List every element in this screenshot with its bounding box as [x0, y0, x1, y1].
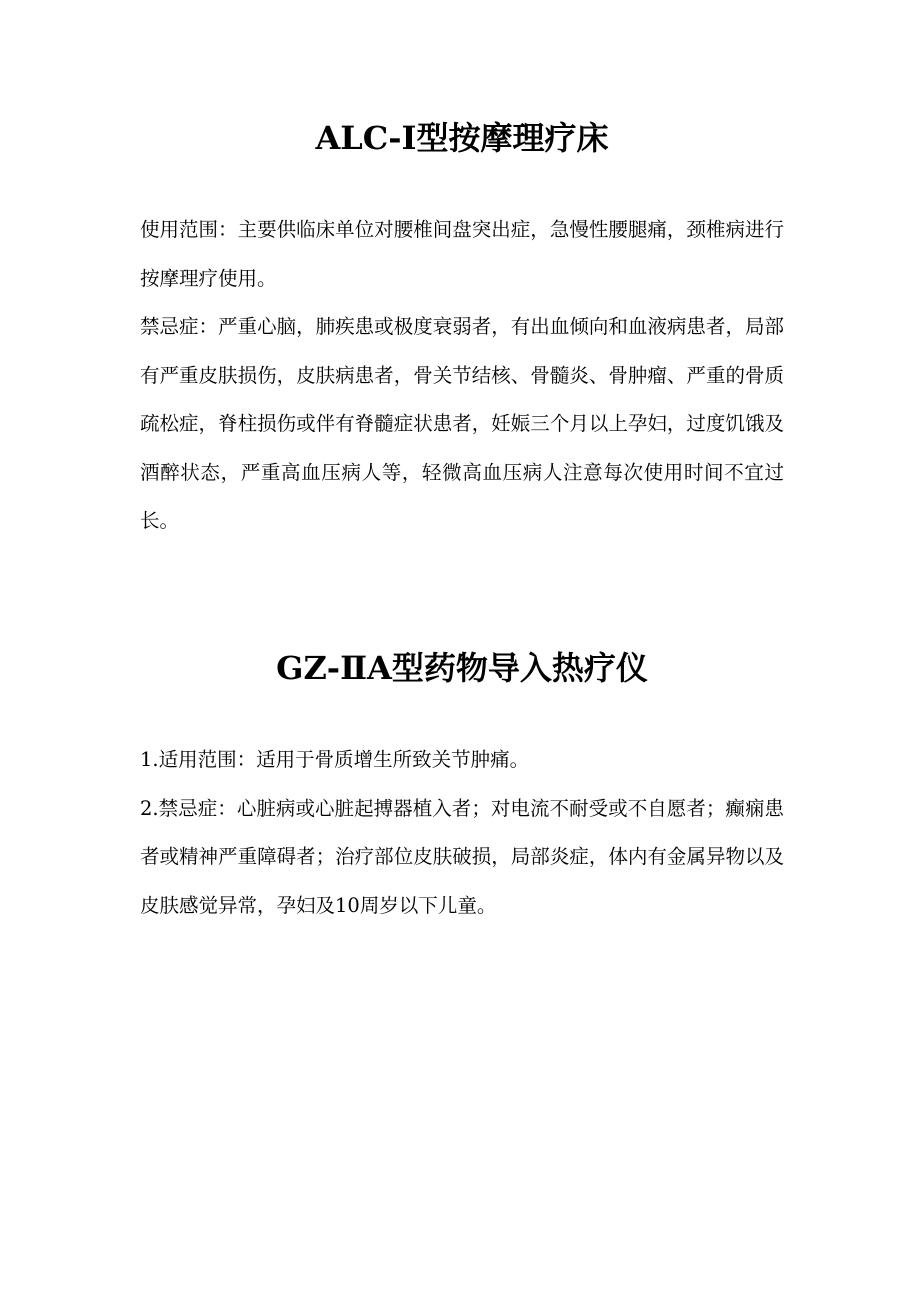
- section-title: GZ-ⅡA型药物导入热疗仪: [276, 649, 648, 687]
- usage-scope-paragraph: 1.适用范围：适用于骨质增生所致关节肿痛。: [140, 748, 530, 771]
- section-massage-bed: [140, 110, 784, 546]
- section-title: ALC-Ⅰ型按摩理疗床: [315, 119, 609, 157]
- section-heat-therapy-device: [140, 640, 784, 930]
- usage-scope-paragraph: 使用范围：主要供临床单位对腰椎间盘突出症，急慢性腰腿痛，颈椎病进行按摩理疗使用。: [140, 218, 784, 290]
- contraindications-paragraph: 禁忌症：严重心脑，肺疾患或极度衰弱者，有出血倾向和血液病患者，局部有严重皮肤损伤，皮肤病患者，骨关节结核、骨髓炎、骨肿瘤、严重的骨质疏松症，脊柱损伤或伴有脊髓症状患者，妊娠三个月以上孕妇，过度饥饿及酒醉状态，严重高血压病人等，轻微高血压病人注意每次使用时间不宜过长。: [140, 315, 784, 532]
- contraindications-paragraph: 2.禁忌症：心脏病或心脏起搏器植入者；对电流不耐受或不自愿者；癫痫患者或精神严重障碍者；治疗部位皮肤破损，局部炎症，体内有金属异物以及皮肤感觉异常，孕妇及10周岁以下儿童。: [140, 796, 784, 917]
